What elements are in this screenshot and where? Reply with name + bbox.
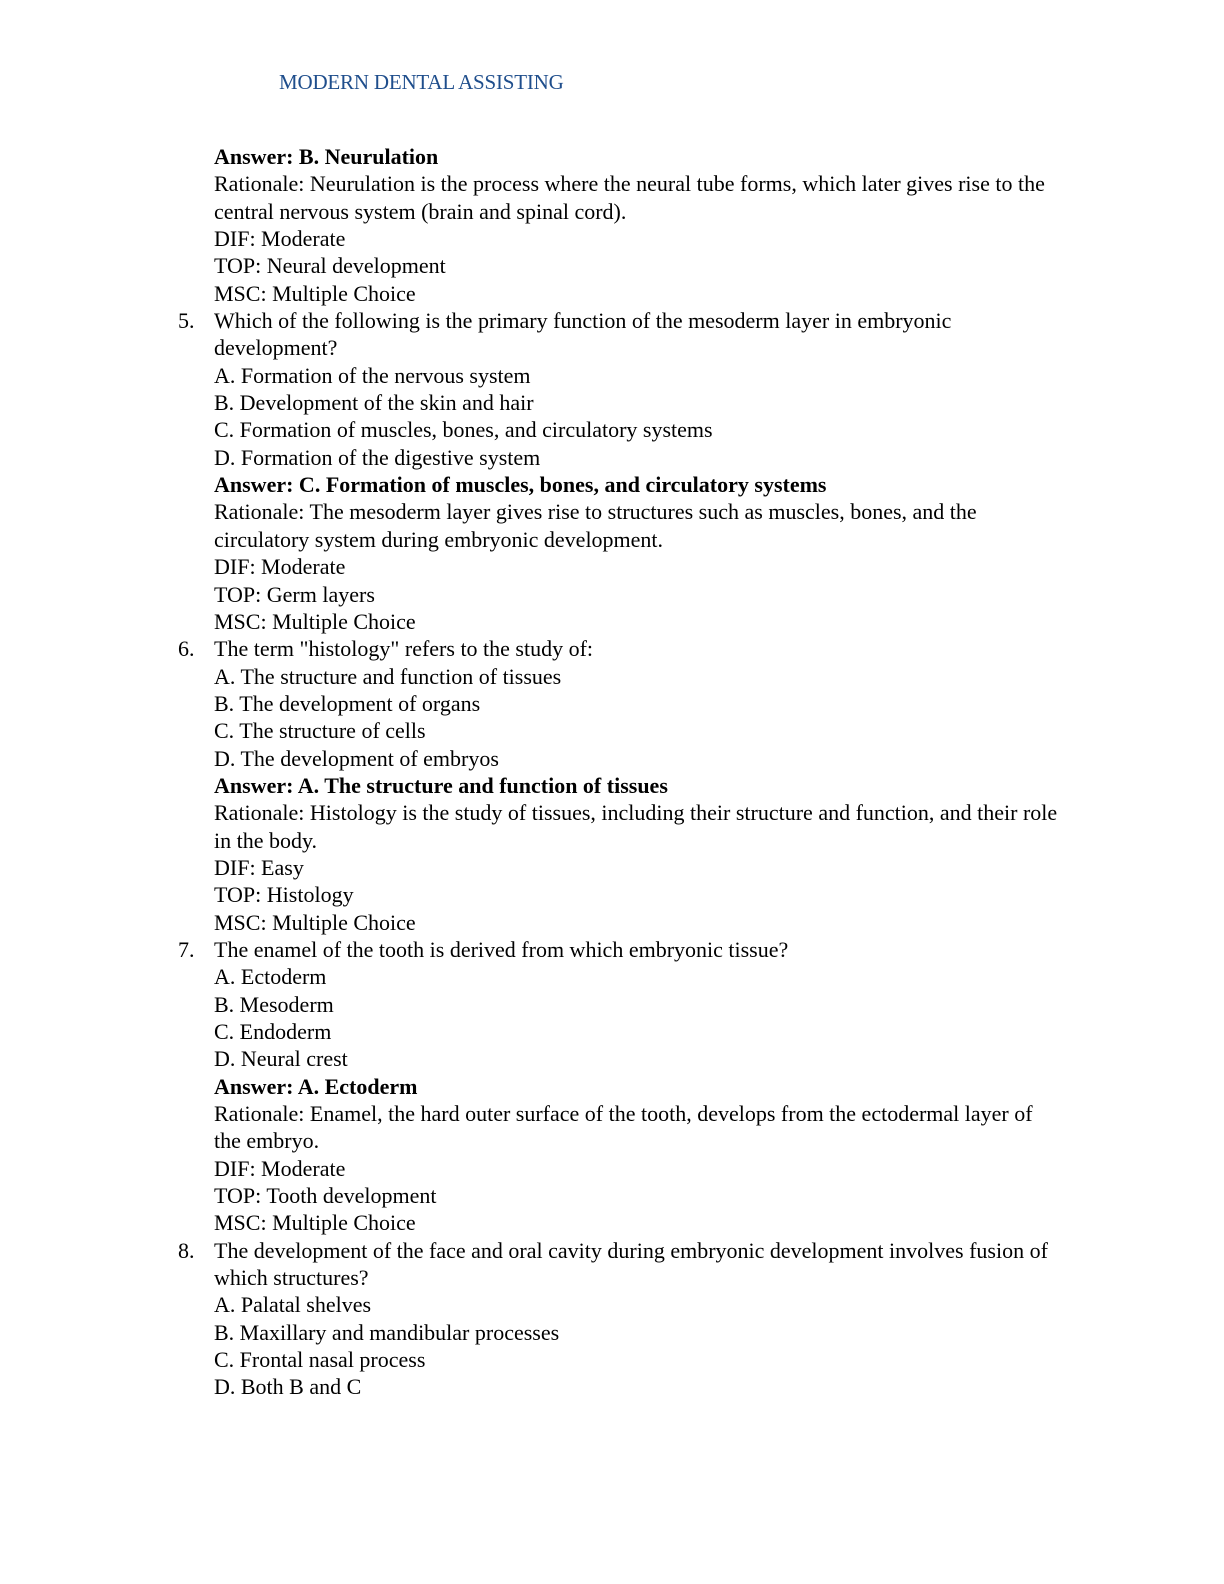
difficulty: DIF: Moderate bbox=[214, 1155, 346, 1181]
rationale: Rationale: Histology is the study of tissues, including their structure and function, and their role in the body. bbox=[214, 800, 1058, 853]
answer-option: A. Palatal shelves bbox=[214, 1292, 372, 1318]
rationale: Rationale: The mesoderm layer gives rise to structures such as muscles, bones, and the circulatory system during embryonic development. bbox=[214, 499, 977, 552]
topic: TOP: Germ layers bbox=[214, 581, 375, 607]
topic: TOP: Neural development bbox=[214, 253, 446, 279]
answer: Answer: A. The structure and function of tissues bbox=[214, 772, 668, 798]
answer-option: A. Ectoderm bbox=[214, 964, 327, 990]
answer-option: C. Formation of muscles, bones, and circulatory systems bbox=[214, 417, 713, 443]
question-list bbox=[178, 307, 1059, 1401]
answer-option: B. Development of the skin and hair bbox=[214, 390, 534, 416]
answer-option: D. The development of embryos bbox=[214, 745, 499, 771]
rationale: Rationale: Enamel, the hard outer surface of the tooth, develops from the ectodermal layer of the embryo. bbox=[214, 1101, 1033, 1154]
question-number: 5. bbox=[178, 308, 195, 334]
question-item bbox=[178, 936, 1059, 1237]
question-type: MSC: Multiple Choice bbox=[214, 280, 416, 306]
question-item bbox=[178, 1237, 1059, 1401]
difficulty: DIF: Easy bbox=[214, 854, 304, 880]
question-text: The enamel of the tooth is derived from which embryonic tissue? bbox=[214, 936, 789, 962]
question-number: 6. bbox=[178, 636, 195, 662]
question-type: MSC: Multiple Choice bbox=[214, 1210, 416, 1236]
topic: TOP: Tooth development bbox=[214, 1183, 437, 1209]
question-item bbox=[178, 635, 1059, 936]
answer-option: B. Mesoderm bbox=[214, 991, 334, 1017]
question-number: 7. bbox=[178, 936, 195, 962]
question-text: Which of the following is the primary function of the mesoderm layer in embryonic development? bbox=[214, 308, 952, 361]
answer-option: A. Formation of the nervous system bbox=[214, 362, 531, 388]
question-item bbox=[178, 307, 1059, 635]
difficulty: DIF: Moderate bbox=[214, 554, 346, 580]
answer: Answer: C. Formation of muscles, bones, and circulatory systems bbox=[214, 472, 827, 498]
carryover-answer-block bbox=[214, 143, 1059, 307]
difficulty: DIF: Moderate bbox=[214, 226, 346, 252]
answer-option: B. The development of organs bbox=[214, 690, 481, 716]
question-text: The development of the face and oral cavity during embryonic development involves fusion of which structures? bbox=[214, 1237, 1048, 1291]
answer-option: C. Frontal nasal process bbox=[214, 1347, 426, 1373]
answer-option: C. The structure of cells bbox=[214, 718, 426, 744]
document-body bbox=[178, 143, 1059, 1401]
question-text: The term "histology" refers to the study of: bbox=[214, 636, 594, 662]
answer-option: B. Maxillary and mandibular processes bbox=[214, 1319, 560, 1345]
answer-option: A. The structure and function of tissues bbox=[214, 663, 562, 689]
answer-option: C. Endoderm bbox=[214, 1019, 332, 1044]
answer: Answer: B. Neurulation bbox=[214, 144, 439, 169]
answer-option: D. Neural crest bbox=[214, 1046, 348, 1072]
rationale: Rationale: Neurulation is the process where the neural tube forms, which later gives rise to the central nervous system (brain and spinal cord). bbox=[214, 171, 1045, 224]
question-number: 8. bbox=[178, 1237, 195, 1263]
answer-option: D. Both B and C bbox=[214, 1374, 362, 1400]
answer-option: D. Formation of the digestive system bbox=[214, 444, 541, 470]
topic: TOP: Histology bbox=[214, 882, 354, 908]
answer: Answer: A. Ectoderm bbox=[214, 1073, 418, 1099]
question-type: MSC: Multiple Choice bbox=[214, 909, 416, 935]
question-type: MSC: Multiple Choice bbox=[214, 608, 416, 634]
page-header: MODERN DENTAL ASSISTING bbox=[279, 70, 564, 94]
